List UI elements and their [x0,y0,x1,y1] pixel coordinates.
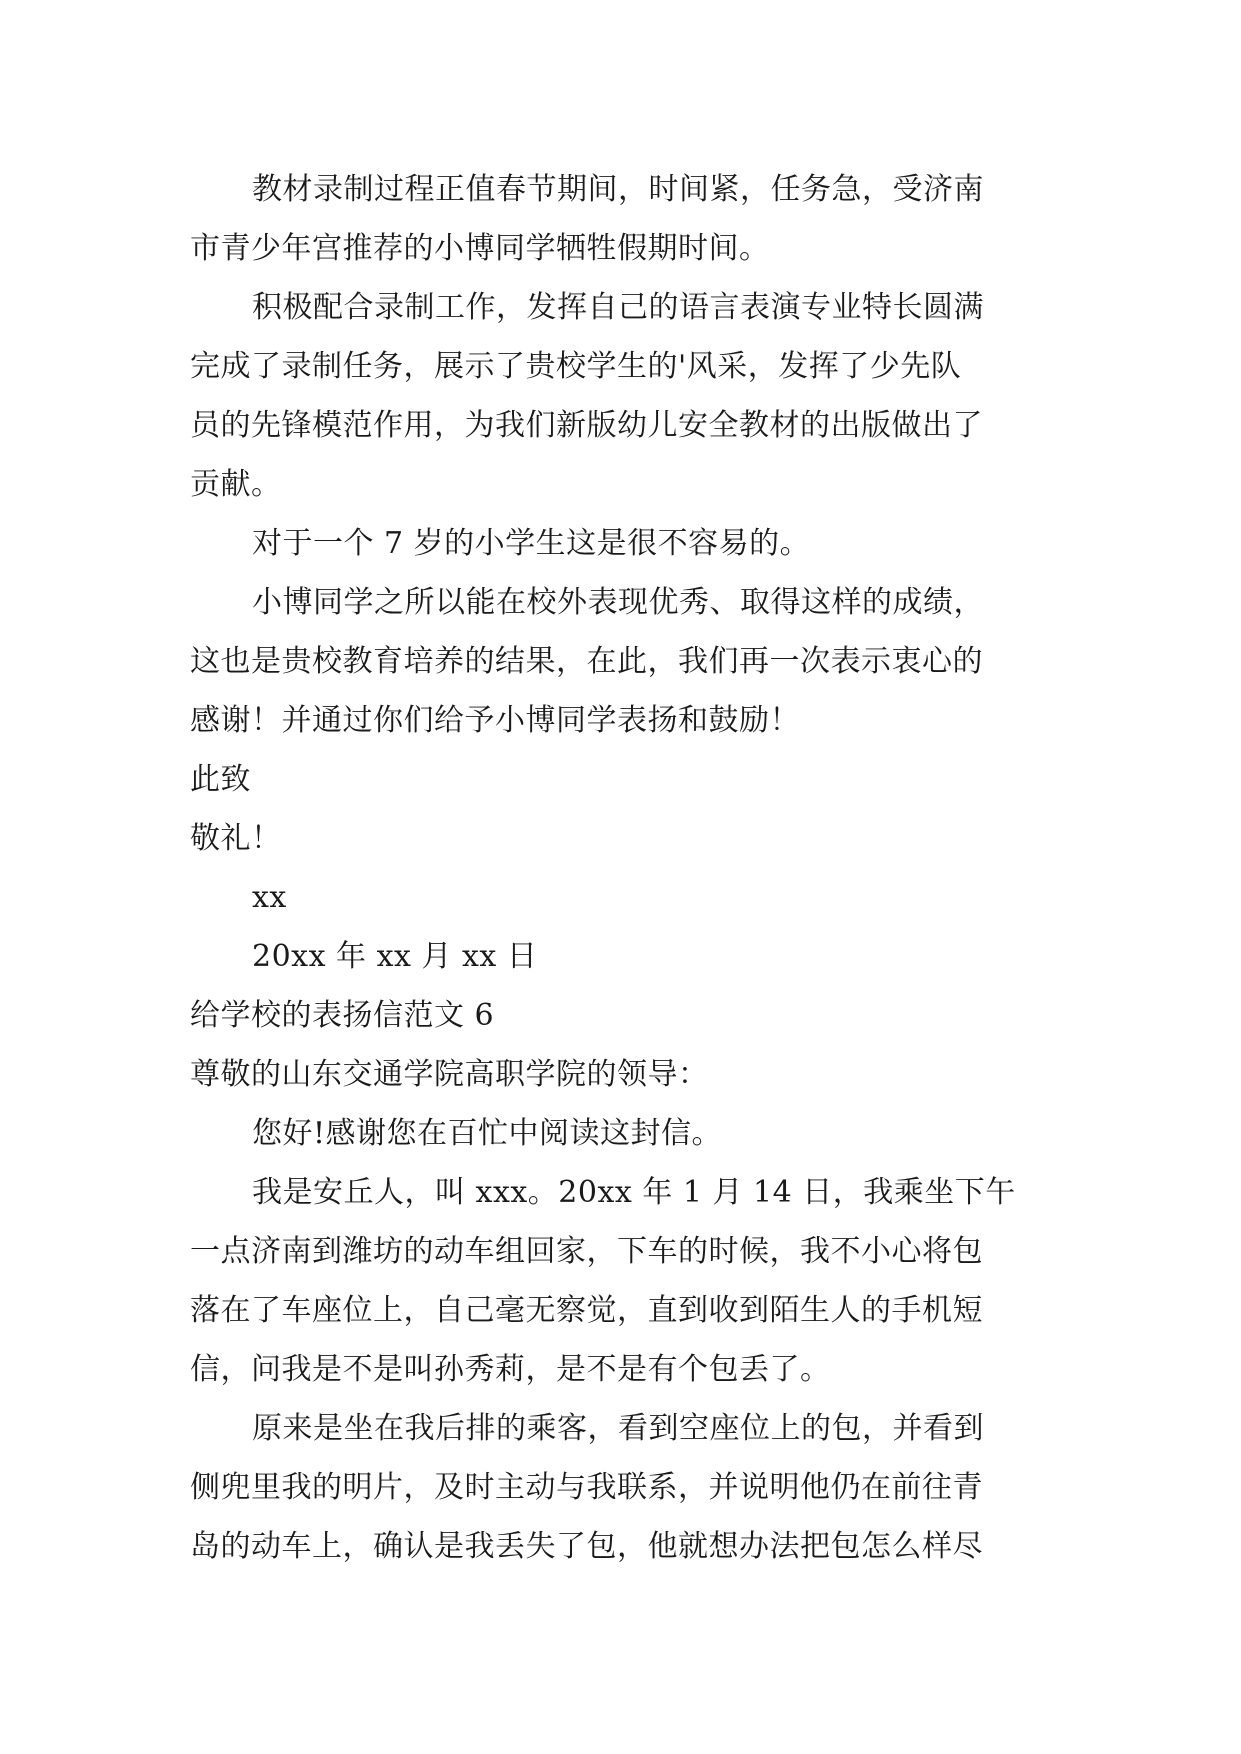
paragraph-line: 完成了录制任务，展示了贵校学生的'风采，发挥了少先队 [190,349,962,384]
section-title: 给学校的表扬信范文 6 [190,998,495,1033]
paragraph-line: 我是安丘人，叫 xxx。20xx 年 1 月 14 日，我乘坐下午 [252,1175,1016,1210]
letter-body [190,160,1060,1576]
signature: xx [252,880,287,915]
paragraph-line: 小博同学之所以能在校外表现优秀、取得这样的成绩， [252,585,984,620]
paragraph-line: 原来是坐在我后排的乘客，看到空座位上的包，并看到 [252,1411,984,1446]
paragraph-line: 员的先锋模范作用，为我们新版幼儿安全教材的出版做出了 [190,408,983,443]
paragraph-line: 教材录制过程正值春节期间，时间紧，任务急，受济南 [252,172,984,207]
paragraph-line: 落在了车座位上，自己毫无察觉，直到收到陌生人的手机短 [190,1293,983,1328]
paragraph-line: 市青少年宫推荐的小博同学牺牲假期时间。 [190,231,770,266]
paragraph-line: 感谢！并通过你们给予小博同学表扬和鼓励！ [190,703,800,738]
closing-salutation: 此致 [190,762,251,797]
paragraph-line: 您好!感谢您在百忙中阅读这封信。 [252,1116,723,1151]
paragraph-line: 侧兜里我的明片，及时主动与我联系，并说明他仍在前往青 [190,1470,983,1505]
paragraph-line: 信，问我是不是叫孙秀莉，是不是有个包丢了。 [190,1352,831,1387]
paragraph-line: 一点济南到潍坊的动车组回家，下车的时候，我不小心将包 [190,1234,983,1269]
signature-date: 20xx 年 xx 月 xx 日 [252,939,538,974]
paragraph-line: 岛的动车上，确认是我丢失了包，他就想办法把包怎么样尽 [190,1529,983,1564]
letter-greeting: 尊敬的山东交通学院高职学院的领导： [190,1057,709,1092]
paragraph-line: 对于一个 7 岁的小学生这是很不容易的。 [252,526,811,561]
paragraph-line: 积极配合录制工作，发挥自己的语言表演专业特长圆满 [252,290,984,325]
paragraph-line: 贡献。 [190,467,282,502]
closing-regards: 敬礼！ [190,821,282,856]
paragraph-line: 这也是贵校教育培养的结果，在此，我们再一次表示衷心的 [190,644,983,679]
